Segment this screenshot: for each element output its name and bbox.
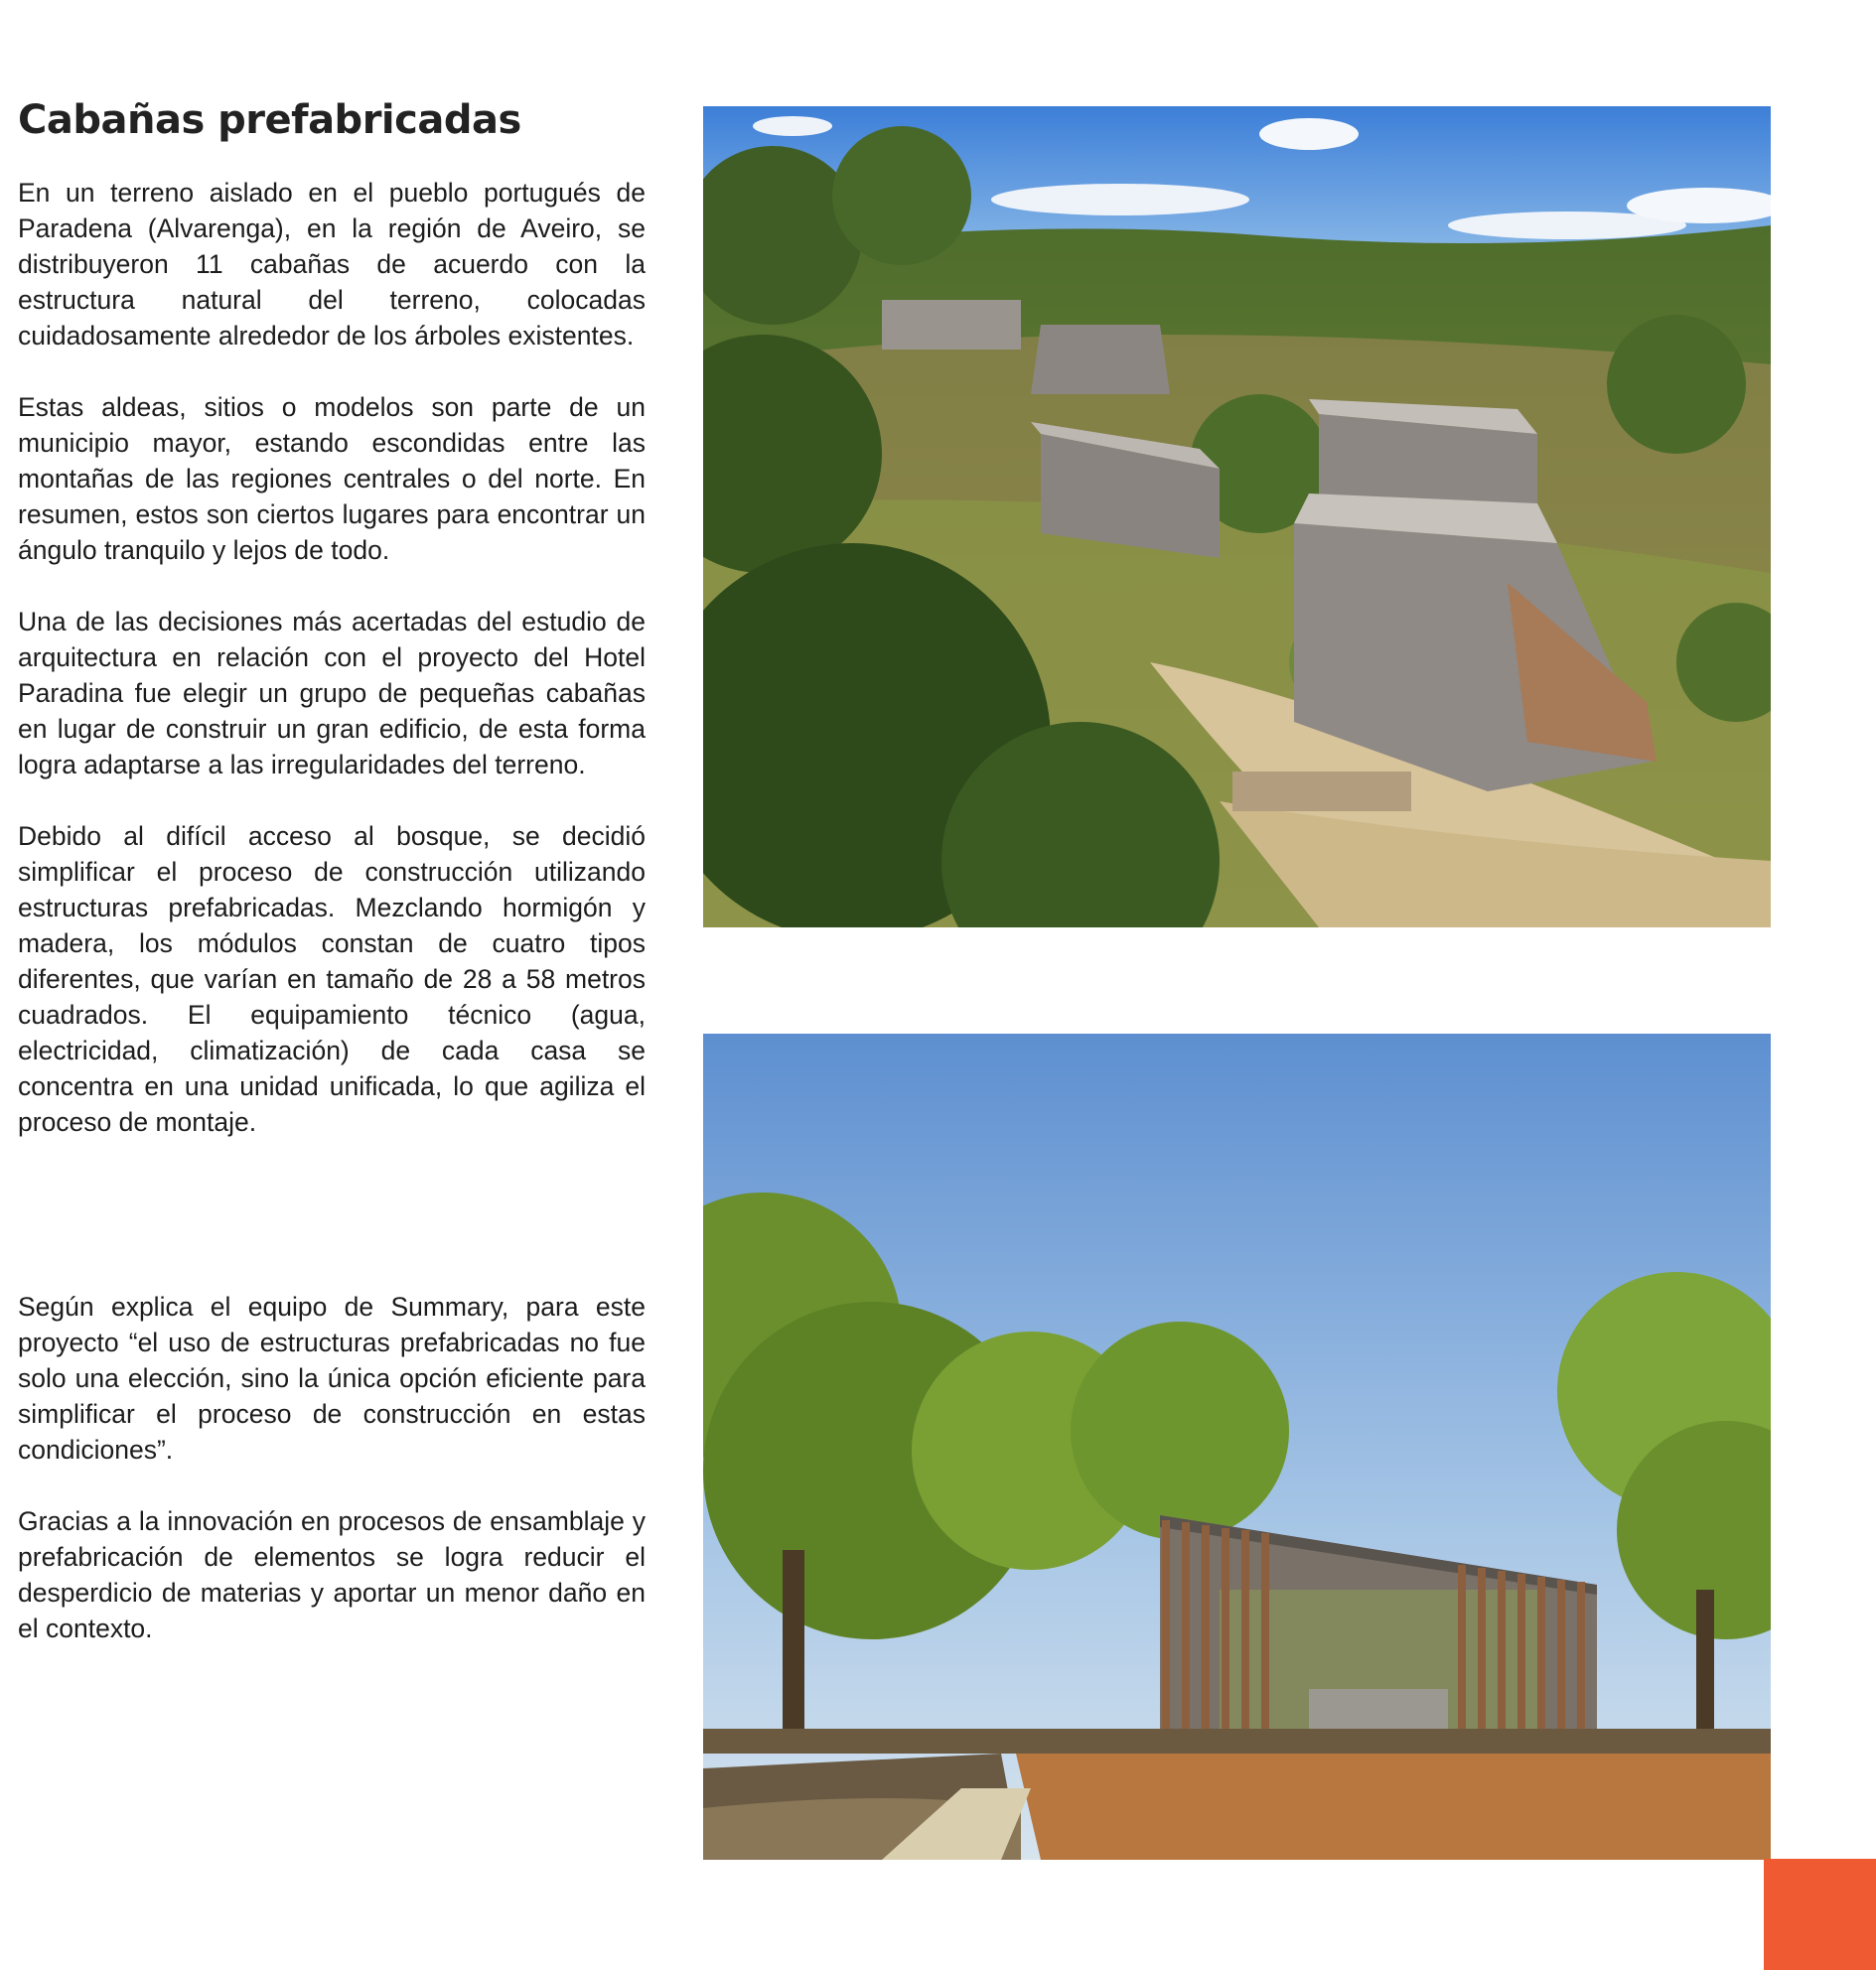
article-paragraph-1: En un terreno aislado en el pueblo portugués de Paradena (Alvarenga), en la región de Aveiro, se distribuyeron 11 cabañas de acuerdo con la estructura natural del terreno, colocadas cuidadosamente alrededor de los árboles existentes. — [18, 178, 646, 351]
article-paragraph-3: Una de las decisiones más acertadas del estudio de arquitectura en relación con el proyecto del Hotel Paradina fue elegir un grupo de pequeñas cabañas en lugar de construir un gran edificio, de esta forma logra adaptarse a las irregularidades del terreno. — [18, 607, 646, 779]
article-paragraph-2: Estas aldeas, sitios o modelos son parte de un municipio mayor, estando escondidas entre las montañas de las regiones centrales o del norte. En resumen, estos son ciertos lugares para encontrar un ángulo tranquilo y lejos de todo. — [18, 392, 646, 565]
article-paragraph-6: Gracias a la innovación en procesos de ensamblaje y prefabricación de elementos se logra reducir el desperdicio de materias y aportar un menor daño en el contexto. — [18, 1506, 646, 1643]
article-title: Cabañas prefabricadas — [18, 97, 521, 143]
article-text-column — [18, 97, 646, 1682]
aerial-cabins-photo — [703, 106, 1771, 927]
accent-corner-block — [1764, 1859, 1876, 1970]
aerial-cabins-illustration — [703, 106, 1771, 927]
article-paragraph-5: Según explica el equipo de Summary, para este proyecto “el uso de estructuras prefabricadas no fue solo una elección, sino la única opción eficiente para simplificar el proceso de construcción en estas condiciones”. — [18, 1292, 646, 1465]
cabin-closeup-photo — [703, 1034, 1771, 1860]
cabin-closeup-illustration — [703, 1034, 1771, 1860]
article-paragraph-4: Debido al difícil acceso al bosque, se decidió simplificar el proceso de construcción utilizando estructuras prefabricadas. Mezclando hormigón y madera, los módulos constan de cuatro tipos diferentes, que varían en tamaño de 28 a 58 metros cuadrados. El equipamiento técnico (agua, electricidad, climatización) de cada casa se concentra en una unidad unificada, lo que agiliza el proceso de montaje. — [18, 821, 646, 1137]
